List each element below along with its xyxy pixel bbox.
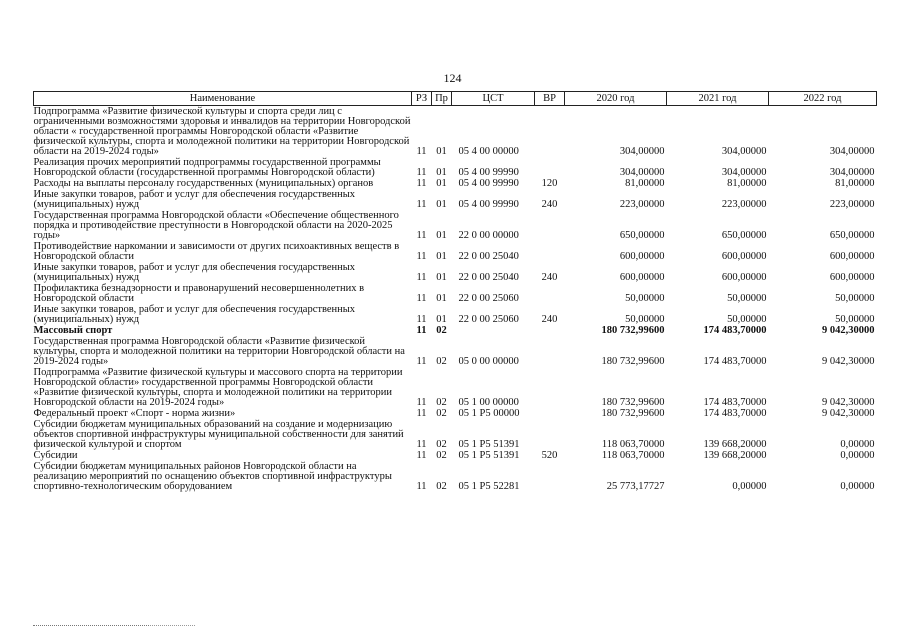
row-amount-2021: 50,00000 xyxy=(727,314,767,325)
table-row xyxy=(34,419,877,450)
row-name: Субсидии бюджетам муниципальных районов Новгородской области на реализацию мероприятий по оснащению объектов спортивной инфраструктуры спортивно-технологическим оборудованием xyxy=(33,461,392,492)
row-name: Федеральный проект «Спорт - норма жизни» xyxy=(33,408,236,419)
row-amount-2020: 180 732,99600 xyxy=(601,397,665,408)
row-amount-2021: 304,00000 xyxy=(721,167,767,178)
row-rz: 11 xyxy=(416,439,427,450)
row-rz: 11 xyxy=(416,251,427,262)
row-name: Иные закупки товаров, работ и услуг для обеспечения государственных (муниципальных) нужд xyxy=(33,304,356,325)
row-pr: 02 xyxy=(436,408,447,419)
row-vr: 240 xyxy=(541,272,558,283)
row-amount-2021: 174 483,70000 xyxy=(703,397,767,408)
row-cst: 05 4 00 00000 xyxy=(458,146,519,157)
row-amount-2022: 304,00000 xyxy=(829,167,875,178)
row-cst xyxy=(452,325,535,336)
row-name: Подпрограмма «Развитие физической культуры и массового спорта на территории Новгородской области» государственной программы Новгородской области «Развитие физической культуры, спорта и молодежной политики на территории Новгородской области на 2019-2024 годы» xyxy=(33,367,403,408)
row-amount-2021: 174 483,70000 xyxy=(703,325,767,336)
row-amount-2020: 223,00000 xyxy=(619,199,665,210)
row-amount-2020: 600,00000 xyxy=(619,272,665,283)
row-amount-2022: 81,00000 xyxy=(835,178,875,189)
row-vr xyxy=(535,367,565,408)
row-rz: 11 xyxy=(416,293,427,304)
row-name: Субсидии бюджетам муниципальных образований на создание и модернизацию объектов спортивной инфраструктуры муниципальной собственности для занятий физической культурой и спортом xyxy=(33,419,404,450)
row-rz: 11 xyxy=(416,178,427,189)
row-amount-2021: 304,00000 xyxy=(721,146,767,157)
table-row xyxy=(34,241,877,262)
table-row xyxy=(34,450,877,461)
row-amount-2020: 25 773,17727 xyxy=(606,481,665,492)
row-amount-2020: 118 063,70000 xyxy=(601,450,665,461)
row-pr: 01 xyxy=(436,167,447,178)
row-cst: 05 1 00 00000 xyxy=(458,397,519,408)
table-row xyxy=(34,283,877,304)
row-amount-2020: 180 732,99600 xyxy=(601,356,665,367)
header-rz: РЗ xyxy=(412,92,432,106)
row-amount-2022: 50,00000 xyxy=(835,314,875,325)
table-row xyxy=(34,336,877,367)
row-vr xyxy=(535,210,565,241)
table-row xyxy=(34,325,877,336)
row-name: Реализация прочих мероприятий подпрограммы государственной программы Новгородской области (государственной программы Новгородской области) xyxy=(33,157,381,178)
row-vr xyxy=(535,241,565,262)
row-amount-2021: 50,00000 xyxy=(727,293,767,304)
row-amount-2022: 9 042,30000 xyxy=(822,397,875,408)
row-vr xyxy=(535,336,565,367)
row-vr xyxy=(535,283,565,304)
row-vr: 240 xyxy=(541,314,558,325)
row-pr: 02 xyxy=(436,325,447,336)
row-cst: 22 0 00 25060 xyxy=(458,314,519,325)
row-cst: 05 1 P5 51391 xyxy=(458,439,520,450)
row-pr: 01 xyxy=(436,293,447,304)
row-amount-2021: 223,00000 xyxy=(721,199,767,210)
table-row xyxy=(34,408,877,419)
row-vr xyxy=(535,408,565,419)
header-name: Наименование xyxy=(34,92,412,106)
row-name: Иные закупки товаров, работ и услуг для обеспечения государственных (муниципальных) нужд xyxy=(33,262,356,283)
table-row xyxy=(34,157,877,178)
row-cst: 05 4 00 99990 xyxy=(458,178,519,189)
row-name: Государственная программа Новгородской области «Обеспечение общественного порядка и противодействие преступности в Новгородской области на 2020-2025 годы» xyxy=(33,210,399,241)
row-name: Массовый спорт xyxy=(33,325,113,336)
row-rz: 11 xyxy=(416,325,427,336)
row-cst: 22 0 00 25040 xyxy=(458,251,519,262)
table-row xyxy=(34,262,877,283)
header-2021: 2021 год xyxy=(667,92,769,106)
row-vr: 120 xyxy=(541,178,558,189)
row-cst: 22 0 00 25060 xyxy=(458,293,519,304)
row-name: Расходы на выплаты персоналу государственных (муниципальных) органов xyxy=(33,178,374,189)
header-2020: 2020 год xyxy=(565,92,667,106)
table-row xyxy=(34,304,877,325)
header-pr: Пр xyxy=(432,92,452,106)
row-rz: 11 xyxy=(416,146,427,157)
table-row xyxy=(34,210,877,241)
row-amount-2021: 600,00000 xyxy=(721,251,767,262)
row-vr xyxy=(535,106,565,158)
row-amount-2020: 118 063,70000 xyxy=(601,439,665,450)
row-amount-2020: 180 732,99600 xyxy=(601,325,665,336)
row-name: Иные закупки товаров, работ и услуг для обеспечения государственных (муниципальных) нужд xyxy=(33,189,356,210)
row-amount-2022: 9 042,30000 xyxy=(822,408,875,419)
row-amount-2021: 139 668,20000 xyxy=(703,439,767,450)
row-rz: 11 xyxy=(416,481,427,492)
footer-divider xyxy=(33,625,163,626)
row-cst: 05 4 00 99990 xyxy=(458,167,519,178)
footer-divider-short xyxy=(150,625,195,626)
row-name: Профилактика безнадзорности и правонарушений несовершеннолетних в Новгородской области xyxy=(33,283,365,304)
page-number: 124 xyxy=(443,71,462,85)
budget-table xyxy=(33,91,877,492)
row-pr: 02 xyxy=(436,397,447,408)
row-pr: 02 xyxy=(436,356,447,367)
row-cst: 05 1 P5 52281 xyxy=(458,481,520,492)
row-vr xyxy=(535,419,565,450)
row-amount-2020: 81,00000 xyxy=(625,178,665,189)
row-cst: 22 0 00 25040 xyxy=(458,272,519,283)
row-amount-2022: 0,00000 xyxy=(840,450,875,461)
row-pr: 01 xyxy=(436,251,447,262)
row-amount-2022: 600,00000 xyxy=(829,251,875,262)
row-vr xyxy=(535,157,565,178)
row-amount-2022: 223,00000 xyxy=(829,199,875,210)
row-amount-2022: 600,00000 xyxy=(829,272,875,283)
row-amount-2022: 0,00000 xyxy=(840,439,875,450)
table-row xyxy=(34,106,877,158)
row-name: Противодействие наркомании и зависимости от других психоактивных веществ в Новгородской области xyxy=(33,241,400,262)
row-pr: 01 xyxy=(436,178,447,189)
row-amount-2021: 81,00000 xyxy=(727,178,767,189)
row-rz: 11 xyxy=(416,397,427,408)
row-amount-2021: 174 483,70000 xyxy=(703,408,767,419)
row-vr xyxy=(535,461,565,492)
row-amount-2022: 9 042,30000 xyxy=(822,325,875,336)
row-pr: 01 xyxy=(436,230,447,241)
row-pr: 02 xyxy=(436,450,447,461)
row-rz: 11 xyxy=(416,199,427,210)
row-amount-2021: 650,00000 xyxy=(721,230,767,241)
row-amount-2022: 50,00000 xyxy=(835,293,875,304)
row-amount-2021: 174 483,70000 xyxy=(703,356,767,367)
row-pr: 02 xyxy=(436,439,447,450)
row-amount-2020: 650,00000 xyxy=(619,230,665,241)
row-amount-2021: 139 668,20000 xyxy=(703,450,767,461)
header-2022: 2022 год xyxy=(769,92,877,106)
row-amount-2020: 50,00000 xyxy=(625,314,665,325)
row-amount-2020: 50,00000 xyxy=(625,293,665,304)
row-cst: 05 1 P5 00000 xyxy=(458,408,520,419)
header-vr: ВР xyxy=(535,92,565,106)
row-amount-2022: 9 042,30000 xyxy=(822,356,875,367)
row-cst: 05 4 00 99990 xyxy=(458,199,519,210)
table-header-row xyxy=(34,92,877,106)
row-name: Подпрограмма «Развитие физической культуры и спорта среди лиц с ограниченными возможностями здоровья и инвалидов на территории Новгородской области « государственной программы Новгородской области «Развитие физической культуры, спорта и молодежной политики на территории Новгородской области на 2019-2024 годы» xyxy=(33,106,411,157)
row-rz: 11 xyxy=(416,167,427,178)
row-vr xyxy=(535,325,565,336)
row-rz: 11 xyxy=(416,356,427,367)
row-amount-2020: 600,00000 xyxy=(619,251,665,262)
row-cst: 22 0 00 00000 xyxy=(458,230,519,241)
row-name: Государственная программа Новгородской области «Развитие физической культуры, спорта и молодежной политики на территории Новгородской области на 2019-2024 годы» xyxy=(33,336,405,367)
row-pr: 01 xyxy=(436,314,447,325)
row-amount-2021: 0,00000 xyxy=(732,481,767,492)
row-rz: 11 xyxy=(416,272,427,283)
row-cst: 05 1 P5 51391 xyxy=(458,450,520,461)
row-name: Субсидии xyxy=(33,450,78,461)
row-amount-2022: 0,00000 xyxy=(840,481,875,492)
row-vr: 240 xyxy=(541,199,558,210)
row-amount-2020: 180 732,99600 xyxy=(601,408,665,419)
row-amount-2020: 304,00000 xyxy=(619,146,665,157)
table-row xyxy=(34,178,877,189)
row-rz: 11 xyxy=(416,408,427,419)
table-body xyxy=(34,106,877,493)
row-pr: 01 xyxy=(436,272,447,283)
row-vr: 520 xyxy=(541,450,558,461)
row-rz: 11 xyxy=(416,450,427,461)
row-amount-2022: 304,00000 xyxy=(829,146,875,157)
row-amount-2022: 650,00000 xyxy=(829,230,875,241)
row-pr: 01 xyxy=(436,146,447,157)
row-cst: 05 0 00 00000 xyxy=(458,356,519,367)
table-row xyxy=(34,189,877,210)
row-rz: 11 xyxy=(416,230,427,241)
row-pr: 01 xyxy=(436,199,447,210)
row-amount-2021: 600,00000 xyxy=(721,272,767,283)
header-cst: ЦСТ xyxy=(452,92,535,106)
row-amount-2020: 304,00000 xyxy=(619,167,665,178)
table-row xyxy=(34,461,877,492)
table-row xyxy=(34,367,877,408)
row-pr: 02 xyxy=(436,481,447,492)
row-rz: 11 xyxy=(416,314,427,325)
